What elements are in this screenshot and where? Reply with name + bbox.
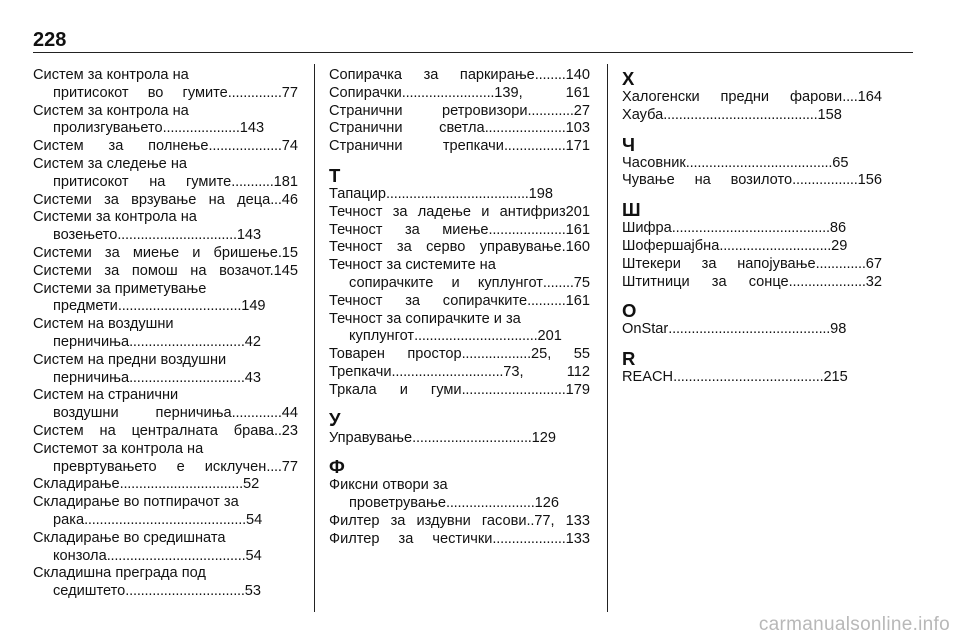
entry-page: 29	[831, 237, 848, 254]
entry-term: Часовник	[622, 154, 686, 171]
entry-leader: ....	[266, 458, 282, 475]
section-letter: Ч	[622, 133, 635, 155]
entry-page: 43	[244, 369, 261, 386]
entry-leader: ...................	[492, 530, 566, 547]
index-section	[329, 164, 590, 400]
entry-leader: ......................................	[685, 154, 833, 171]
entry-page: 54	[245, 511, 263, 528]
index-entry	[329, 204, 590, 222]
index-entry	[33, 209, 298, 245]
section-letter: Ф	[329, 456, 345, 478]
index-entry	[329, 477, 590, 513]
section-letter: Т	[329, 164, 341, 186]
index-entry	[622, 107, 882, 125]
entry-page: 77	[281, 84, 298, 101]
index-entry	[329, 257, 590, 293]
header-rule	[33, 52, 913, 53]
entry-term: Хауба	[622, 106, 664, 123]
entry-page: 77, 133	[534, 512, 590, 529]
index-section	[622, 67, 882, 125]
entry-leader: ..............................	[129, 369, 245, 386]
column-divider-2	[607, 64, 608, 612]
entry-subterm: куплунгот	[349, 328, 415, 345]
entry-leader: ................................	[119, 476, 243, 493]
index-entry	[33, 67, 298, 103]
entry-page: 164	[857, 89, 882, 105]
entry-leader: ........................................	[663, 106, 818, 123]
entry-page: 139, 161	[494, 84, 590, 101]
entry-leader: ..................	[461, 346, 531, 363]
entry-term: Систем за полнење	[33, 138, 209, 155]
index-column-2	[329, 67, 590, 557]
entry-page: 140	[565, 67, 590, 83]
entry-leader: ....................	[162, 120, 240, 137]
entry-page: 201	[537, 328, 562, 345]
entry-page: 15	[281, 244, 298, 261]
entry-term: Систем на странични	[33, 387, 179, 404]
entry-leader: ...............................	[125, 583, 245, 600]
section-letter: Х	[622, 68, 635, 89]
index-entry	[622, 238, 882, 256]
entry-subterm: возењето	[53, 227, 118, 244]
section-letter: Ш	[622, 199, 641, 221]
index-entry	[33, 316, 298, 352]
entry-term: Течност за миење	[329, 221, 489, 238]
entry-page: 77	[281, 458, 298, 475]
entry-page: 32	[865, 273, 882, 290]
watermark: carmanualsonline.info	[758, 614, 950, 635]
entry-leader: ....................	[488, 221, 566, 238]
entry-term: Чување на возилото	[622, 172, 793, 189]
entry-term: Системи за контрола на	[33, 209, 197, 226]
entry-page: 23	[281, 422, 298, 439]
entry-term: Системи за миење и бришење	[33, 244, 278, 261]
entry-leader: .............................	[391, 363, 504, 380]
index-entry	[329, 382, 590, 400]
entry-term: Складирање во средишната	[33, 529, 226, 546]
entry-term: Управување	[329, 429, 413, 446]
entry-term: Филтер за издувни гасови	[329, 512, 527, 529]
section-letter: R	[622, 348, 636, 370]
entry-page: 149	[241, 298, 266, 315]
entry-leader: ................................	[414, 328, 538, 345]
entry-subterm: проветрување	[349, 495, 446, 512]
entry-page: 46	[281, 191, 298, 208]
entry-leader: .......................................	[673, 369, 824, 386]
entry-page: 179	[565, 381, 590, 398]
entry-term: Странични светла	[329, 120, 485, 137]
index-entry	[33, 530, 298, 566]
index-entry	[329, 513, 590, 531]
entry-page: 198	[528, 185, 554, 202]
entry-leader: ........	[542, 274, 574, 291]
index-entry	[33, 441, 298, 477]
entry-leader: ..............	[227, 84, 282, 101]
entry-subterm: перничиња	[53, 369, 130, 386]
entry-subterm: перничиња	[53, 333, 130, 350]
entry-page: 44	[281, 405, 298, 422]
entry-page: 53	[244, 583, 261, 600]
entry-page: 67	[865, 255, 882, 272]
index-entry	[329, 67, 590, 85]
entry-leader: .........................................	[671, 220, 830, 237]
entry-leader: .......................	[445, 495, 535, 512]
entry-term: Системи за приметување	[33, 280, 207, 297]
entry-term: Шофершајбна	[622, 237, 720, 254]
index-entry	[33, 103, 298, 139]
entry-term: Шифра	[622, 220, 672, 237]
page-number: 228	[33, 29, 67, 51]
index-section	[622, 347, 882, 387]
entry-page: 103	[565, 120, 590, 137]
entry-term: Тркала и гуми	[329, 381, 462, 398]
entry-term: REACH	[622, 369, 674, 386]
index-entry	[329, 85, 590, 103]
index-entry	[33, 565, 298, 601]
entry-page: 73, 112	[503, 363, 590, 380]
entry-subterm: сопирачките и куплунгот	[349, 274, 543, 291]
index-entry	[622, 220, 882, 238]
index-entry	[329, 239, 590, 257]
entry-subterm: рака	[53, 511, 85, 528]
entry-subterm: притисокот во гумите	[53, 84, 228, 101]
entry-term: Странични ретровизори	[329, 102, 528, 119]
entry-page: 201	[565, 203, 590, 220]
entry-leader: ..	[526, 512, 535, 529]
entry-leader: ............	[527, 102, 574, 119]
entry-page: 74	[281, 138, 298, 155]
index-entry	[33, 281, 298, 317]
index-entry	[622, 256, 882, 274]
index-entry	[622, 274, 882, 292]
entry-leader: ...............................	[412, 429, 532, 446]
entry-page: 171	[565, 138, 590, 155]
index-entry	[33, 138, 298, 156]
entry-term: Течност за сопирачките	[329, 292, 528, 309]
entry-term: Сопирачки	[329, 84, 402, 101]
entry-leader: .............................	[719, 237, 832, 254]
entry-subterm: притисокот на гумите	[53, 173, 232, 190]
entry-term: Штитници за сонце	[622, 273, 789, 290]
entry-page: 75	[573, 274, 590, 291]
entry-page: 215	[823, 369, 848, 386]
entry-page: 54	[245, 547, 262, 564]
entry-term: Трепкачи	[329, 363, 392, 380]
entry-term: Системот за контрола на	[33, 440, 204, 457]
index-section	[329, 408, 590, 448]
entry-page: 145	[273, 262, 298, 279]
index-section	[622, 299, 882, 339]
index-entry	[329, 531, 590, 549]
entry-page: 25, 55	[530, 346, 590, 363]
index-section	[622, 133, 882, 191]
entry-page: 156	[857, 172, 882, 189]
entry-term: Систем на воздушни	[33, 316, 174, 333]
entry-term: Товарен простор	[329, 346, 462, 363]
entry-term: Систем на централната брава	[33, 422, 275, 439]
entry-page: 126	[534, 495, 559, 512]
entry-page: 133	[565, 530, 590, 547]
entry-subterm: седиштето	[53, 583, 126, 600]
index-entry	[329, 364, 590, 382]
index-section	[329, 67, 590, 156]
index-entry	[329, 346, 590, 364]
entry-term: Системи за врзување на деца	[33, 191, 271, 208]
entry-leader: .....................	[484, 120, 566, 137]
entry-leader: ................	[503, 138, 566, 155]
entry-leader: .....................................	[386, 185, 529, 202]
index-entry	[622, 321, 882, 339]
entry-term: Систем на предни воздушни	[33, 351, 227, 368]
entry-term: Системи за помош на возачот.	[33, 262, 274, 279]
entry-leader: .............	[815, 255, 866, 272]
entry-page: 181	[273, 173, 298, 190]
entry-leader: ..	[274, 422, 282, 439]
entry-leader: ...........	[231, 173, 274, 190]
entry-leader: ...	[270, 191, 282, 208]
entry-page: 129	[531, 429, 557, 446]
entry-leader: .	[277, 244, 282, 261]
entry-subterm: превртувањето е исклучен	[53, 458, 267, 475]
entry-leader: ................................	[117, 298, 242, 315]
entry-term: Филтер за честички	[329, 530, 493, 547]
index-entry	[622, 172, 882, 190]
entry-leader: ..........................................	[84, 511, 246, 528]
index-entry	[329, 430, 590, 448]
index-entry	[33, 263, 298, 281]
entry-leader: ...............................	[117, 227, 237, 244]
entry-leader: ...................	[208, 138, 282, 155]
section-letter: O	[622, 300, 637, 322]
entry-page: 52	[242, 476, 260, 493]
entry-page: 143	[236, 227, 262, 244]
index-entry	[329, 222, 590, 240]
index-column-1	[33, 67, 298, 601]
column-divider-1	[314, 64, 315, 612]
index-entry	[329, 293, 590, 311]
entry-term: Складишна преграда под	[33, 565, 206, 582]
section-letter: У	[329, 408, 341, 430]
entry-leader: ....	[842, 89, 858, 105]
entry-term: Течност за серво управување.	[329, 239, 566, 256]
entry-page: 158	[817, 106, 842, 123]
entry-term: Фиксни отвори за	[329, 477, 448, 494]
entry-term: Штекери за напојување	[622, 255, 816, 272]
index-entry	[33, 476, 298, 494]
entry-term: OnStar	[622, 321, 669, 338]
entry-page: 161	[565, 292, 590, 309]
entry-term: Течност за системите на	[329, 257, 496, 274]
index-entry	[33, 387, 298, 423]
index-entry	[33, 494, 298, 530]
index-entry	[33, 156, 298, 192]
index-entry	[33, 192, 298, 210]
index-entry	[622, 89, 882, 107]
index-entry	[622, 155, 882, 173]
entry-page: 65	[832, 154, 849, 171]
entry-subterm: предмети	[53, 298, 118, 315]
entry-leader: ........................	[401, 84, 495, 101]
index-entry	[329, 138, 590, 156]
entry-term: Сопирачка за паркирање	[329, 67, 535, 83]
entry-page: 98	[830, 321, 847, 338]
index-entry	[329, 186, 590, 204]
entry-leader: ........	[534, 67, 566, 83]
entry-page: 161	[565, 221, 590, 238]
index-entry	[622, 369, 882, 387]
entry-leader: ..........	[527, 292, 566, 309]
entry-subterm: воздушни перничиња	[53, 405, 232, 422]
index-entry	[329, 120, 590, 138]
entry-term: Систем за контрола на	[33, 67, 189, 83]
entry-page: 160	[565, 239, 590, 256]
entry-term: Тапацир	[329, 185, 387, 202]
index-entry	[33, 423, 298, 441]
entry-term: Странични трепкачи	[329, 138, 504, 155]
entry-leader: ....................	[788, 273, 866, 290]
entry-subterm: конзола	[53, 547, 107, 564]
entry-leader: ...........................	[461, 381, 566, 398]
entry-page: 143	[239, 120, 265, 137]
index-entry	[329, 311, 590, 347]
entry-term: Течност за ладење и антифриз	[329, 203, 566, 220]
entry-term: Складирање	[33, 476, 120, 493]
entry-leader: ....................................	[106, 547, 246, 564]
entry-leader: ..............................	[129, 333, 245, 350]
entry-term: Течност за сопирачките и за	[329, 310, 521, 327]
entry-subterm: пролизгувањето	[53, 120, 163, 137]
entry-leader: .................	[792, 172, 858, 189]
index-entry	[329, 103, 590, 121]
entry-leader: ..........................................	[668, 321, 831, 338]
entry-page: 86	[829, 220, 847, 237]
index-section	[329, 455, 590, 548]
entry-term: Складирање во потпирачот за	[33, 494, 239, 511]
entry-page: 42	[244, 333, 261, 350]
entry-page: 27	[573, 102, 590, 119]
entry-term: Систем за следење на	[33, 155, 188, 172]
index-entry	[33, 245, 298, 263]
entry-leader: .............	[231, 405, 282, 422]
index-section	[622, 198, 882, 291]
index-entry	[33, 352, 298, 388]
entry-term: Халогенски предни фарови	[622, 89, 843, 105]
entry-term: Систем за контрола на	[33, 102, 189, 119]
index-column-3	[622, 67, 882, 395]
